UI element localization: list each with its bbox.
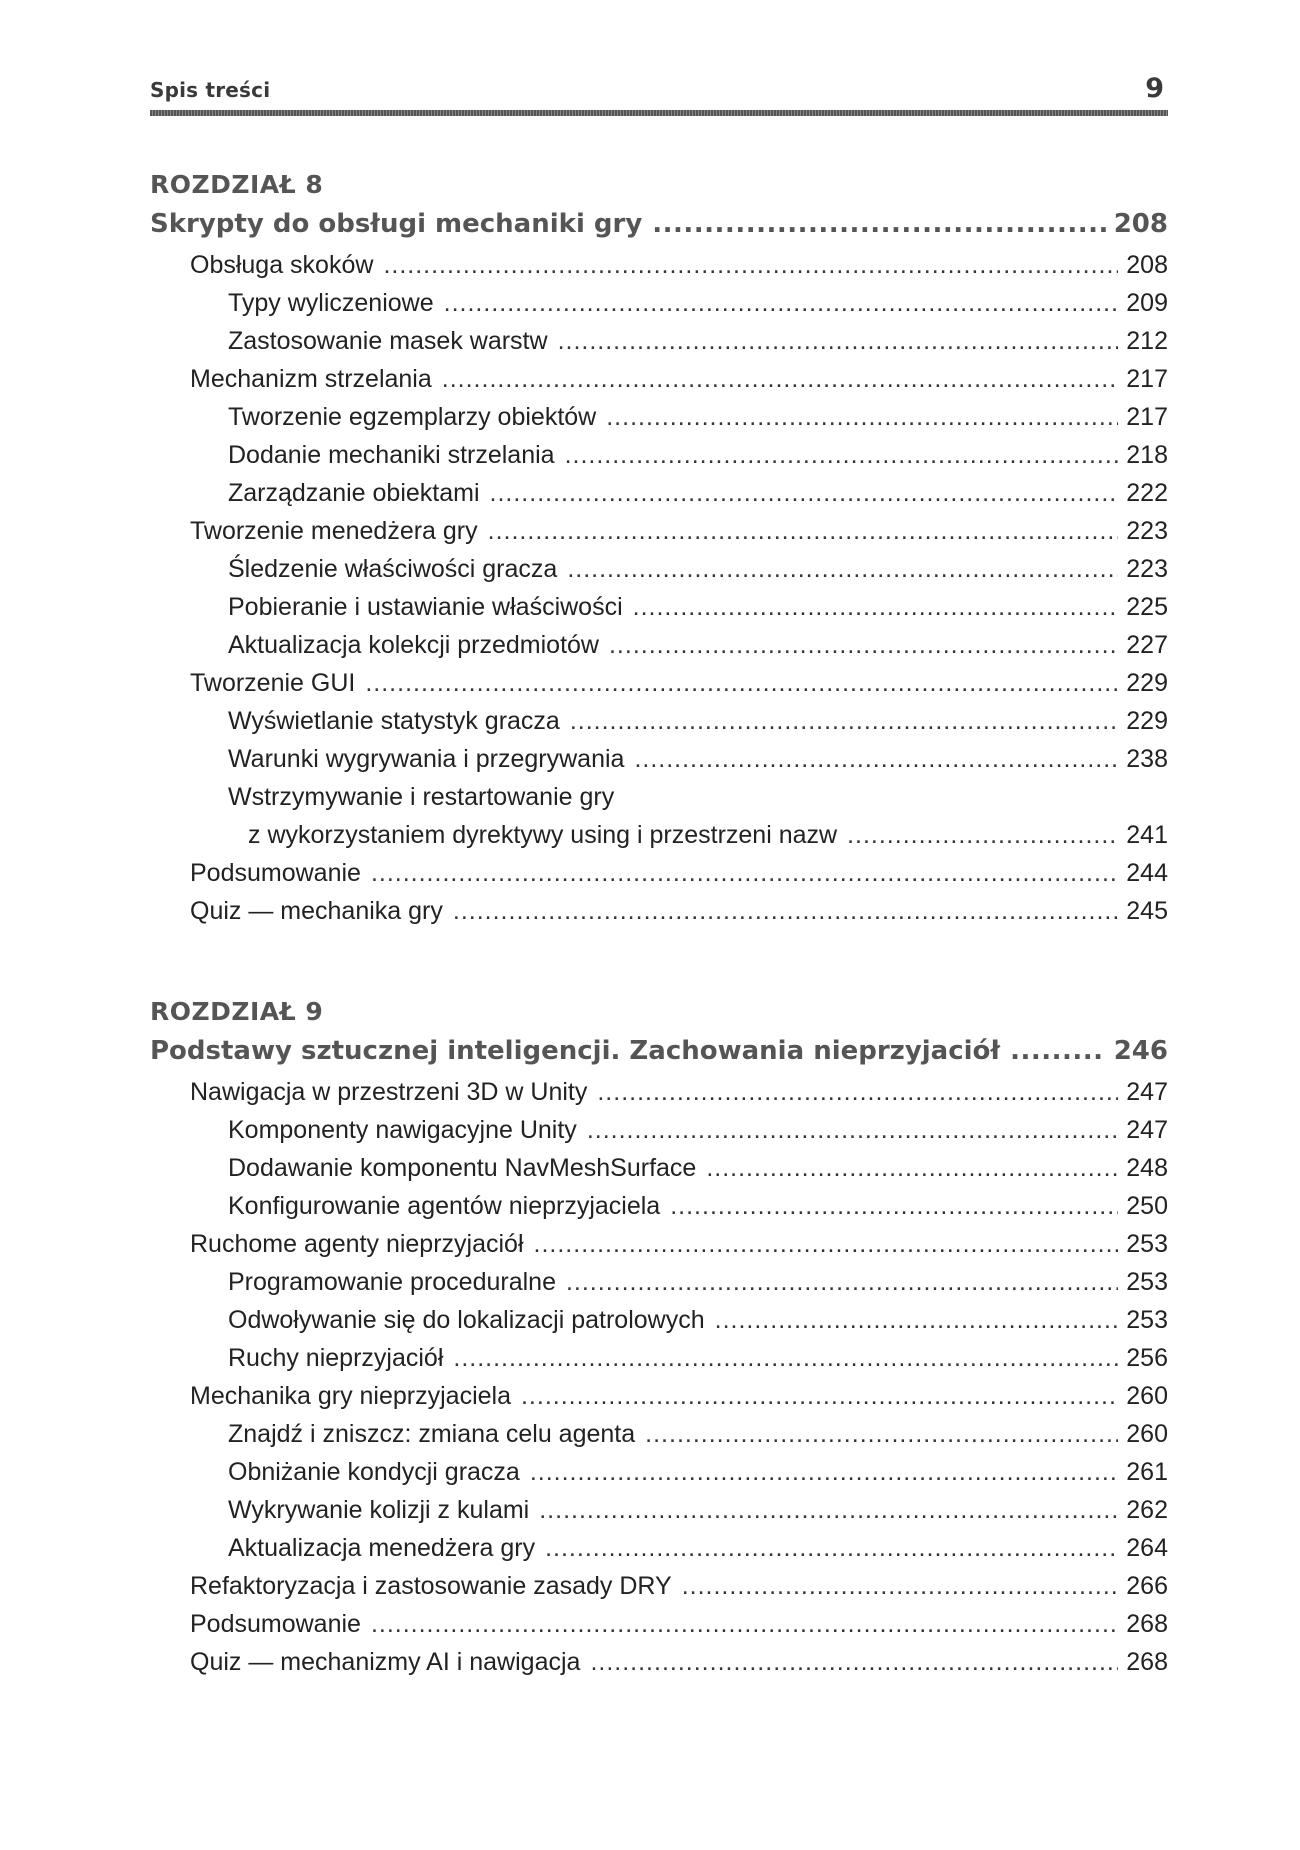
page-ref: 266 — [1126, 1572, 1168, 1600]
page-ref: 260 — [1126, 1420, 1168, 1448]
entry-title: Warunki wygrywania i przegrywania — [228, 745, 625, 773]
entry-title: Quiz — mechanika gry — [190, 897, 443, 925]
dot-leader — [558, 322, 1119, 360]
page-ref: 248 — [1126, 1154, 1168, 1182]
entry-title: Ruchome agenty nieprzyjaciół — [190, 1230, 524, 1258]
chapter-9-label: ROZDZIAŁ 9 — [150, 997, 324, 1026]
toc-entry — [150, 1567, 1168, 1605]
entry-title: Konfigurowanie agentów nieprzyjaciela — [228, 1192, 661, 1220]
entry-title: Aktualizacja menedżera gry — [228, 1534, 536, 1562]
entry-title: Śledzenie właściwości gracza — [228, 555, 558, 583]
chapter-9-title-row — [150, 1029, 1168, 1073]
dot-leader — [1010, 1029, 1106, 1073]
entry-title: z wykorzystaniem dyrektywy using i przestrzeni nazw — [248, 821, 838, 849]
page-ref: 253 — [1126, 1268, 1168, 1296]
running-title: Spis treści — [150, 78, 271, 102]
dot-leader — [706, 1149, 1118, 1187]
entry-title: Quiz — mechanizmy AI i nawigacja — [190, 1648, 581, 1676]
page-ref: 244 — [1126, 859, 1168, 887]
toc-subentry — [150, 1529, 1168, 1567]
toc-entry — [150, 246, 1168, 284]
page-ref: 218 — [1126, 441, 1168, 469]
dot-leader — [545, 1529, 1118, 1567]
toc-subentry — [150, 1301, 1168, 1339]
page-number: 9 — [1145, 73, 1164, 104]
page-ref: 222 — [1126, 479, 1168, 507]
dot-leader — [530, 1453, 1118, 1491]
page-ref: 209 — [1126, 289, 1168, 317]
toc-subentry — [150, 626, 1168, 664]
toc-subentry — [150, 740, 1168, 778]
dot-leader — [682, 1567, 1119, 1605]
dot-leader — [371, 1605, 1118, 1643]
toc-subentry — [150, 474, 1168, 512]
entry-title: Refaktoryzacja i zastosowanie zasady DRY — [190, 1572, 672, 1600]
toc-entry — [150, 1605, 1168, 1643]
entry-title: Ruchy nieprzyjaciół — [228, 1344, 444, 1372]
toc-subentry — [150, 702, 1168, 740]
entry-title: Zastosowanie masek warstw — [228, 327, 548, 355]
entry-title: Obniżanie kondycji gracza — [228, 1458, 520, 1486]
entry-title: Tworzenie menedżera gry — [190, 517, 478, 545]
toc-subentry — [150, 1263, 1168, 1301]
page-ref: 212 — [1126, 327, 1168, 355]
entry-title: Odwoływanie się do lokalizacji patrolowych — [228, 1306, 705, 1334]
page-ref: 217 — [1126, 403, 1168, 431]
page-ref: 227 — [1126, 631, 1168, 659]
page-ref: 238 — [1126, 745, 1168, 773]
toc-subentry-continuation — [150, 816, 1168, 854]
toc-subentry — [150, 1339, 1168, 1377]
dot-leader — [645, 1415, 1118, 1453]
entry-title: Typy wyliczeniowe — [228, 289, 434, 317]
dot-leader — [652, 202, 1105, 246]
dot-leader — [565, 436, 1119, 474]
dot-leader — [488, 512, 1119, 550]
toc-subentry — [150, 284, 1168, 322]
page-ref: 253 — [1126, 1306, 1168, 1334]
entry-title: Podsumowanie — [190, 1610, 361, 1638]
toc-entry — [150, 1073, 1168, 1111]
toc-entry — [150, 892, 1168, 930]
toc-entry — [150, 664, 1168, 702]
running-header — [150, 72, 1168, 108]
entry-title: Zarządzanie obiektami — [228, 479, 480, 507]
toc-subentry — [150, 550, 1168, 588]
entry-title: Nawigacja w przestrzeni 3D w Unity — [190, 1078, 588, 1106]
dot-leader — [442, 360, 1119, 398]
entry-title: Podsumowanie — [190, 859, 361, 887]
dot-leader — [490, 474, 1119, 512]
toc-subentry — [150, 1111, 1168, 1149]
entry-title: Znajdź i zniszcz: zmiana celu agenta — [228, 1420, 636, 1448]
page-ref: 256 — [1126, 1344, 1168, 1372]
dot-leader — [847, 816, 1118, 854]
dot-leader — [609, 626, 1118, 664]
page-ref: 268 — [1126, 1610, 1168, 1638]
header-rule — [150, 110, 1168, 116]
toc-subentry — [150, 1453, 1168, 1491]
toc-subentry — [150, 436, 1168, 474]
page-ref: 262 — [1126, 1496, 1168, 1524]
page-ref: 246 — [1113, 1036, 1168, 1066]
page-ref: 208 — [1126, 251, 1168, 279]
entry-title: Wyświetlanie statystyk gracza — [228, 707, 560, 735]
dot-leader — [453, 892, 1118, 930]
dot-leader — [633, 588, 1119, 626]
page-ref: 247 — [1126, 1116, 1168, 1144]
page-ref: 245 — [1126, 897, 1168, 925]
page-ref: 229 — [1126, 669, 1168, 697]
dot-leader — [606, 398, 1118, 436]
dot-leader — [597, 1073, 1118, 1111]
dot-leader — [453, 1339, 1118, 1377]
toc-entry — [150, 854, 1168, 892]
chapter-9-block — [150, 995, 1168, 1681]
page-ref: 247 — [1126, 1078, 1168, 1106]
page-ref: 208 — [1113, 209, 1168, 239]
toc-entry — [150, 1377, 1168, 1415]
dot-leader — [365, 664, 1118, 702]
chapter-8-block — [150, 168, 1168, 930]
chapter-title: Skrypty do obsługi mechaniki gry — [150, 209, 643, 239]
dot-leader — [566, 1263, 1118, 1301]
entry-title: Aktualizacja kolekcji przedmiotów — [228, 631, 599, 659]
toc-entry — [150, 1643, 1168, 1681]
dot-leader — [539, 1491, 1118, 1529]
entry-title: Mechanika gry nieprzyjaciela — [190, 1382, 511, 1410]
dot-leader — [570, 702, 1118, 740]
toc-subentry — [150, 1187, 1168, 1225]
dot-leader — [715, 1301, 1119, 1339]
toc-subentry — [150, 398, 1168, 436]
page-ref: 261 — [1126, 1458, 1168, 1486]
dot-leader — [521, 1377, 1118, 1415]
dot-leader — [444, 284, 1119, 322]
dot-leader — [587, 1111, 1118, 1149]
chapter-title: Podstawy sztucznej inteligencji. Zachowania nieprzyjaciół — [150, 1036, 1001, 1066]
toc-entry — [150, 1225, 1168, 1263]
entry-title: Mechanizm strzelania — [190, 365, 432, 393]
page-ref: 253 — [1126, 1230, 1168, 1258]
dot-leader — [371, 854, 1118, 892]
toc-subentry — [150, 1415, 1168, 1453]
entry-title: Wykrywanie kolizji z kulami — [228, 1496, 530, 1524]
page-ref: 241 — [1126, 821, 1168, 849]
dot-leader — [670, 1187, 1118, 1225]
toc-entry — [150, 512, 1168, 550]
page-ref: 250 — [1126, 1192, 1168, 1220]
dot-leader — [634, 740, 1118, 778]
entry-title: Programowanie proceduralne — [228, 1268, 556, 1296]
dot-leader — [534, 1225, 1119, 1263]
chapter-8-title-row — [150, 202, 1168, 246]
entry-title: Dodanie mechaniki strzelania — [228, 441, 555, 469]
entry-title: Komponenty nawigacyjne Unity — [228, 1116, 577, 1144]
toc-subentry — [150, 1149, 1168, 1187]
entry-title: Tworzenie egzemplarzy obiektów — [228, 403, 597, 431]
page-ref: 217 — [1126, 365, 1168, 393]
toc-entry — [150, 360, 1168, 398]
toc-subentry — [150, 322, 1168, 360]
entry-title: Obsługa skoków — [190, 251, 374, 279]
toc-subentry-first-line: Wstrzymywanie i restartowanie gry — [228, 783, 615, 811]
toc-subentry — [150, 588, 1168, 626]
page-ref: 229 — [1126, 707, 1168, 735]
chapter-8-label: ROZDZIAŁ 8 — [150, 170, 324, 199]
entry-title: Tworzenie GUI — [190, 669, 356, 697]
page-ref: 225 — [1126, 593, 1168, 621]
dot-leader — [590, 1643, 1118, 1681]
page-ref: 223 — [1126, 517, 1168, 545]
toc-subentry — [150, 1491, 1168, 1529]
page-ref: 268 — [1126, 1648, 1168, 1676]
page-ref: 264 — [1126, 1534, 1168, 1562]
page-ref: 223 — [1126, 555, 1168, 583]
entry-title: Dodawanie komponentu NavMeshSurface — [228, 1154, 697, 1182]
entry-title: Pobieranie i ustawianie właściwości — [228, 593, 623, 621]
dot-leader — [383, 246, 1118, 284]
dot-leader — [567, 550, 1118, 588]
page-ref: 260 — [1126, 1382, 1168, 1410]
